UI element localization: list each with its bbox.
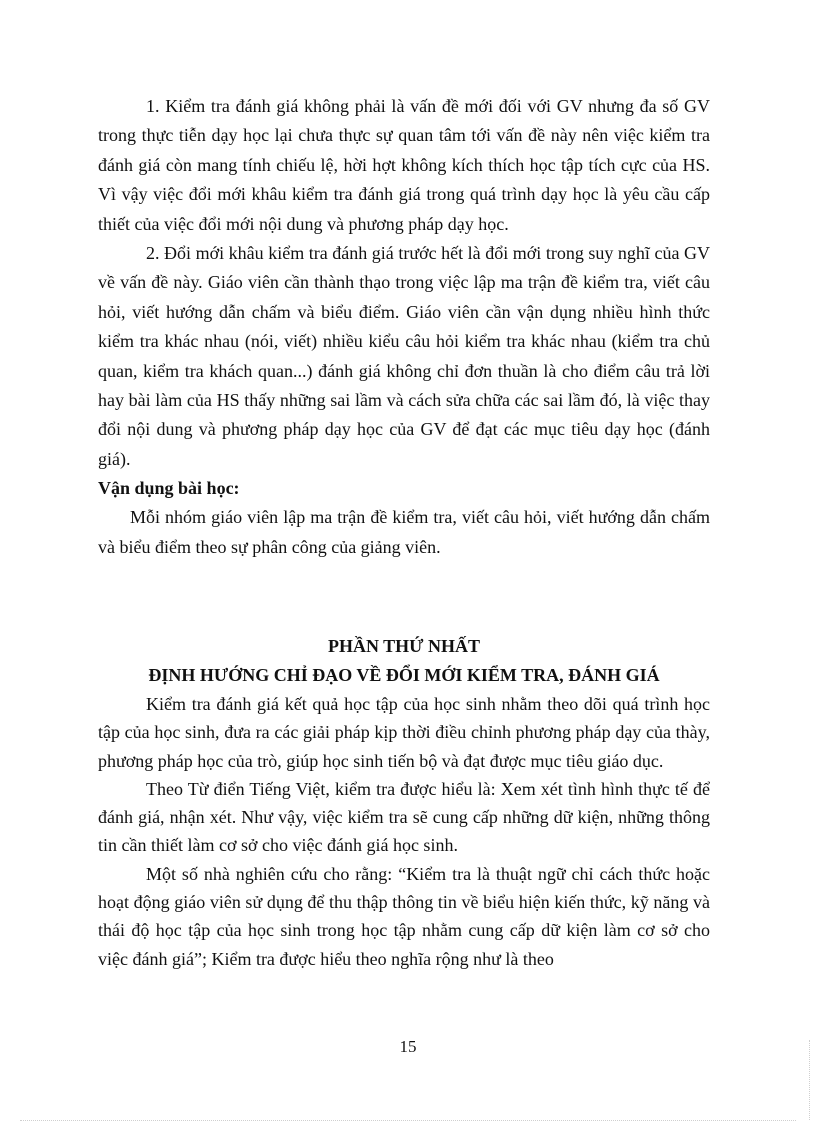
section-paragraph-3: Một số nhà nghiên cứu cho rằng: “Kiểm tra là thuật ngữ chỉ cách thức hoặc hoạt động giáo viên sử dụng để thu thập thông tin về biểu hiện kiến thức, kỹ năng và thái độ học tập của học sinh trong học tập nhằm cung cấp dữ kiện làm cơ sở cho việc đánh giá”; Kiểm tra được hiểu theo nghĩa rộng như là theo — [98, 863, 710, 969]
page-bottom-divider — [20, 1120, 796, 1121]
part-subtitle: ĐỊNH HƯỚNG CHỈ ĐẠO VỀ ĐỔI MỚI KIỂM TRA, ĐÁNH GIÁ — [148, 665, 660, 685]
body-paragraph-1: 1. Kiểm tra đánh giá không phải là vấn đề mới đối với GV nhưng đa số GV trong thực tiễn dạy học lại chưa thực sự quan tâm tới vấn đề này nên việc kiểm tra đánh giá còn mang tính chiếu lệ, hời hợt không kích thích học tập tích cực của HS. Vì vậy việc đổi mới khâu kiểm tra đánh giá trong quá trình dạy học là yêu cầu cấp thiết của việc đổi mới nội dung và phương pháp dạy học. — [98, 96, 710, 234]
section-paragraph-2: Theo Từ điển Tiếng Việt, kiểm tra được hiểu là: Xem xét tình hình thực tế để đánh giá, nhận xét. Như vậy, việc kiểm tra sẽ cung cấp những dữ kiện, những thông tin cần thiết làm cơ sở cho việc đánh giá học sinh. — [98, 778, 710, 856]
body-paragraph-2: 2. Đổi mới khâu kiểm tra đánh giá trước hết là đổi mới trong suy nghĩ của GV về vấn đề này. Giáo viên cần thành thạo trong việc lập ma trận đề kiểm tra, viết câu hỏi, viết hướng dẫn chấm và biểu điểm. Giáo viên cần vận dụng nhiều hình thức kiểm tra khác nhau (nói, viết) nhiều kiểu câu hỏi kiểm tra khác nhau (kiểm tra chủ quan, kiểm tra khách quan...) đánh giá không chỉ đơn thuần là cho điểm câu trả lời hay bài làm của HS thấy những sai lầm và cách sửa chữa các sai lầm đó, là việc thay đổi nội dung và phương pháp dạy học của GV để đạt các mục tiêu dạy học (đánh giá). — [98, 243, 710, 469]
apply-lesson-heading: Vận dụng bài học: — [98, 478, 240, 499]
page-right-divider — [809, 1040, 810, 1120]
apply-lesson-paragraph: Mỗi nhóm giáo viên lập ma trận đề kiểm tra, viết câu hỏi, viết hướng dẫn chấm và biểu điểm theo sự phân công của giảng viên. — [98, 507, 710, 557]
upper-text-block — [98, 92, 710, 562]
part-one-section — [98, 632, 710, 973]
section-paragraph-1: Kiểm tra đánh giá kết quả học tập của học sinh nhằm theo dõi quá trình học tập của học sinh, đưa ra các giải pháp kịp thời điều chỉnh phương pháp dạy của thày, phương pháp học của trò, giúp học sinh tiến bộ và đạt được mục tiêu giáo dục. — [98, 694, 710, 771]
page-number: 15 — [399, 1037, 417, 1056]
part-title: PHẦN THỨ NHẤT — [327, 636, 480, 656]
